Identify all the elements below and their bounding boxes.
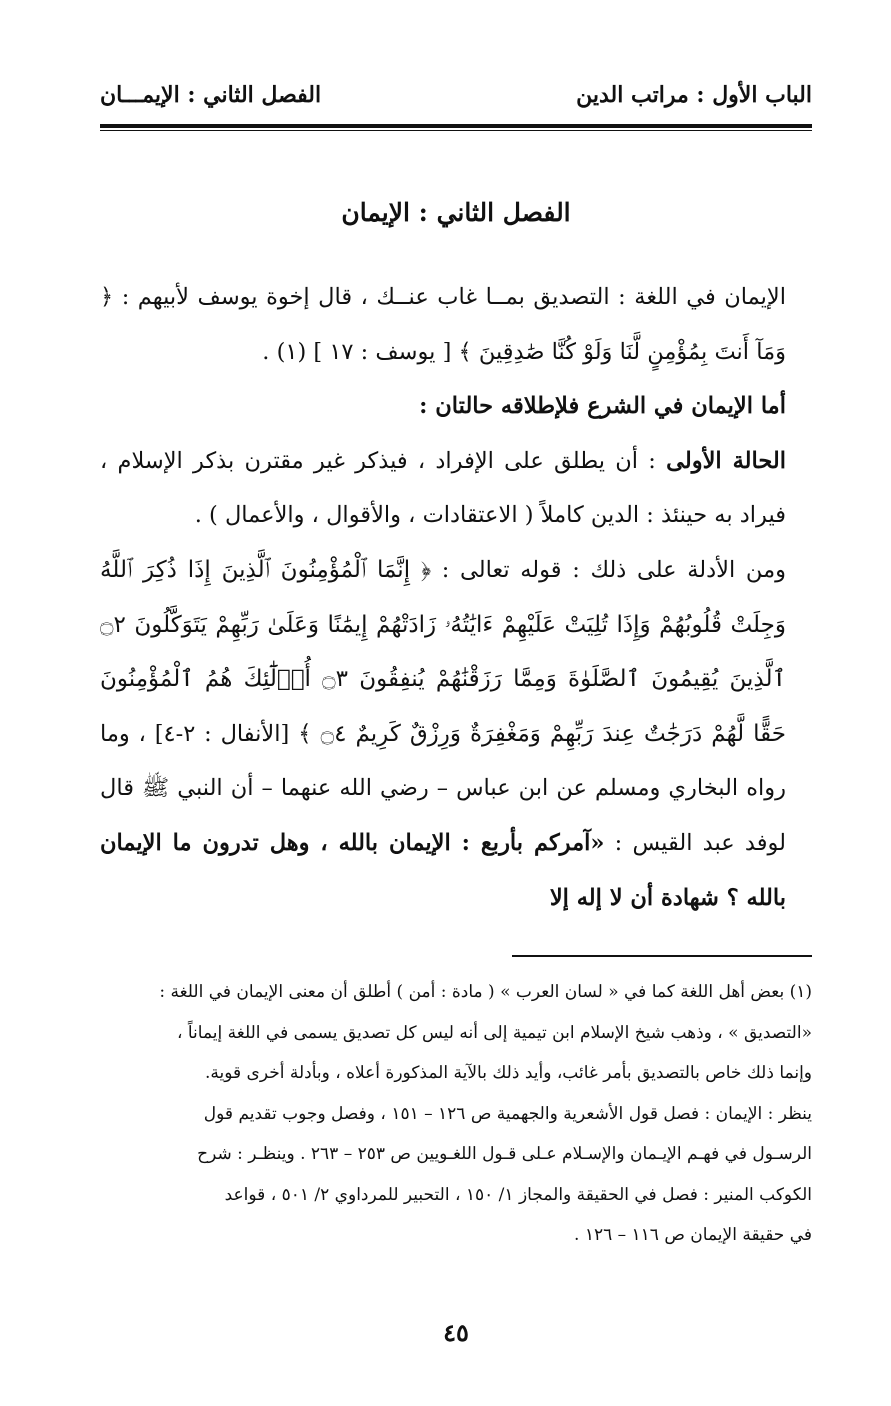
footnote-line: في حقيقة الإيمان ص ١١٦ – ١٢٦ . bbox=[574, 1225, 812, 1245]
evidence-reference: [الأنفال : ٢-٤] ، وما رواه البخاري ومسلم عن ابن عباس – رضي الله عنهما – أن النبي ﷺ قال لوفد عبد القيس : bbox=[100, 720, 786, 856]
chapter-title: الفصل الثاني : الإيمان bbox=[341, 198, 571, 227]
footnote-line: الكوكب المنير : فصل في الحقيقة والمجاز ١/ ١٥٠ ، التحبير للمرداوي ٢/ ٥٠١ ، قواعد bbox=[224, 1184, 812, 1205]
footnote-line: (١) بعض أهل اللغة كما في « لسان العرب » ( مادة : أمن ) أطلق أن معنى الإيمان في اللغة : bbox=[159, 982, 812, 1002]
header-rule-thick bbox=[100, 124, 812, 128]
footnotes bbox=[100, 972, 812, 1256]
footnote-line: ينظر : الإيمان : فصل قول الأشعرية والجهمية ص ١٢٦ – ١٥١ ، وفصل وجوب تقديم قول bbox=[203, 1103, 812, 1124]
footnote-separator bbox=[512, 955, 812, 957]
first-state-label: الحالة الأولى bbox=[666, 447, 786, 474]
first-state-text: : أن يطلق على الإفراد ، فيذكر غير مقترن بذكر الإسلام ، فيراد به حينئذ : الدين كاملاً ( الاعتقادات ، والأقوال ، والأعمال ) . bbox=[100, 447, 786, 529]
paragraph-first-state bbox=[100, 434, 812, 543]
footnote-line: وإنما ذلك خاص بالتصديق بأمر غائب، وأيد ذلك بالآية المذكورة أعلاه ، وبأدلة أخرى قوية. bbox=[204, 1063, 812, 1083]
header-part-title: الباب الأول : مراتب الدين bbox=[576, 82, 812, 108]
paragraph-evidence bbox=[100, 543, 812, 925]
paragraph-sharia-intro: أما الإيمان في الشرع فلإطلاقه حالتان : bbox=[419, 393, 786, 420]
header-rule-thin bbox=[100, 130, 812, 131]
page-number: ٤٥ bbox=[443, 1318, 469, 1347]
main-text bbox=[100, 270, 812, 925]
header-chapter-title: الفصل الثاني : الإيمـــان bbox=[100, 82, 322, 108]
evidence-intro: ومن الأدلة على ذلك : قوله تعالى : bbox=[431, 556, 786, 583]
quran-verse-anfal: ﴿ إِنَّمَا ٱلْمُؤْمِنُونَ ٱلَّذِينَ إِذَا ذُكِرَ ٱللَّهُ وَجِلَتْ قُلُوبُهُمْ وَإِذَا تُلِيَتْ عَلَيْهِمْ ءَايَٰتُهُۥ زَادَتْهُمْ إِيمَٰنًا وَعَلَىٰ رَبِّهِمْ يَتَوَكَّلُونَ ۝٢ ٱلَّذِينَ يُقِيمُونَ ٱلصَّلَوٰةَ وَمِمَّا رَزَقْنَٰهُمْ يُنفِقُونَ ۝٣ أُو۟لَٰٓئِكَ هُمُ ٱلْمُؤْمِنُونَ حَقًّا لَّهُمْ دَرَجَٰتٌ عِندَ رَبِّهِمْ وَمَغْفِرَةٌ وَرِزْقٌ كَرِيمٌ ۝٤ ﴾ bbox=[100, 556, 786, 747]
footnote-line: الرسـول في فهـم الإيـمان والإسـلام عـلى قـول اللغـويين ص ٢٥٣ – ٢٦٣ . وينظـر : شرح bbox=[197, 1144, 812, 1164]
footnote-line: «التصديق » ، وذهب شيخ الإسلام ابن تيمية إلى أنه ليس كل تصديق يسمى في اللغة إيماناً ، bbox=[176, 1022, 812, 1043]
paragraph-definition: الإيمان في اللغة : التصديق بمــا غاب عنــك ، قال إخوة يوسف لأبيهم : ﴿ وَمَآ أَنتَ بِمُؤْمِنٍ لَّنَا وَلَوْ كُنَّا صَٰدِقِينَ ﴾ [ يوسف : ١٧ ] (١) . bbox=[100, 284, 786, 365]
running-header bbox=[100, 82, 812, 112]
hadith-text: «آمركم بأربع : الإيمان بالله ، وهل تدرون ما الإيمان بالله ؟ شهادة أن لا إله إلا bbox=[100, 829, 786, 911]
